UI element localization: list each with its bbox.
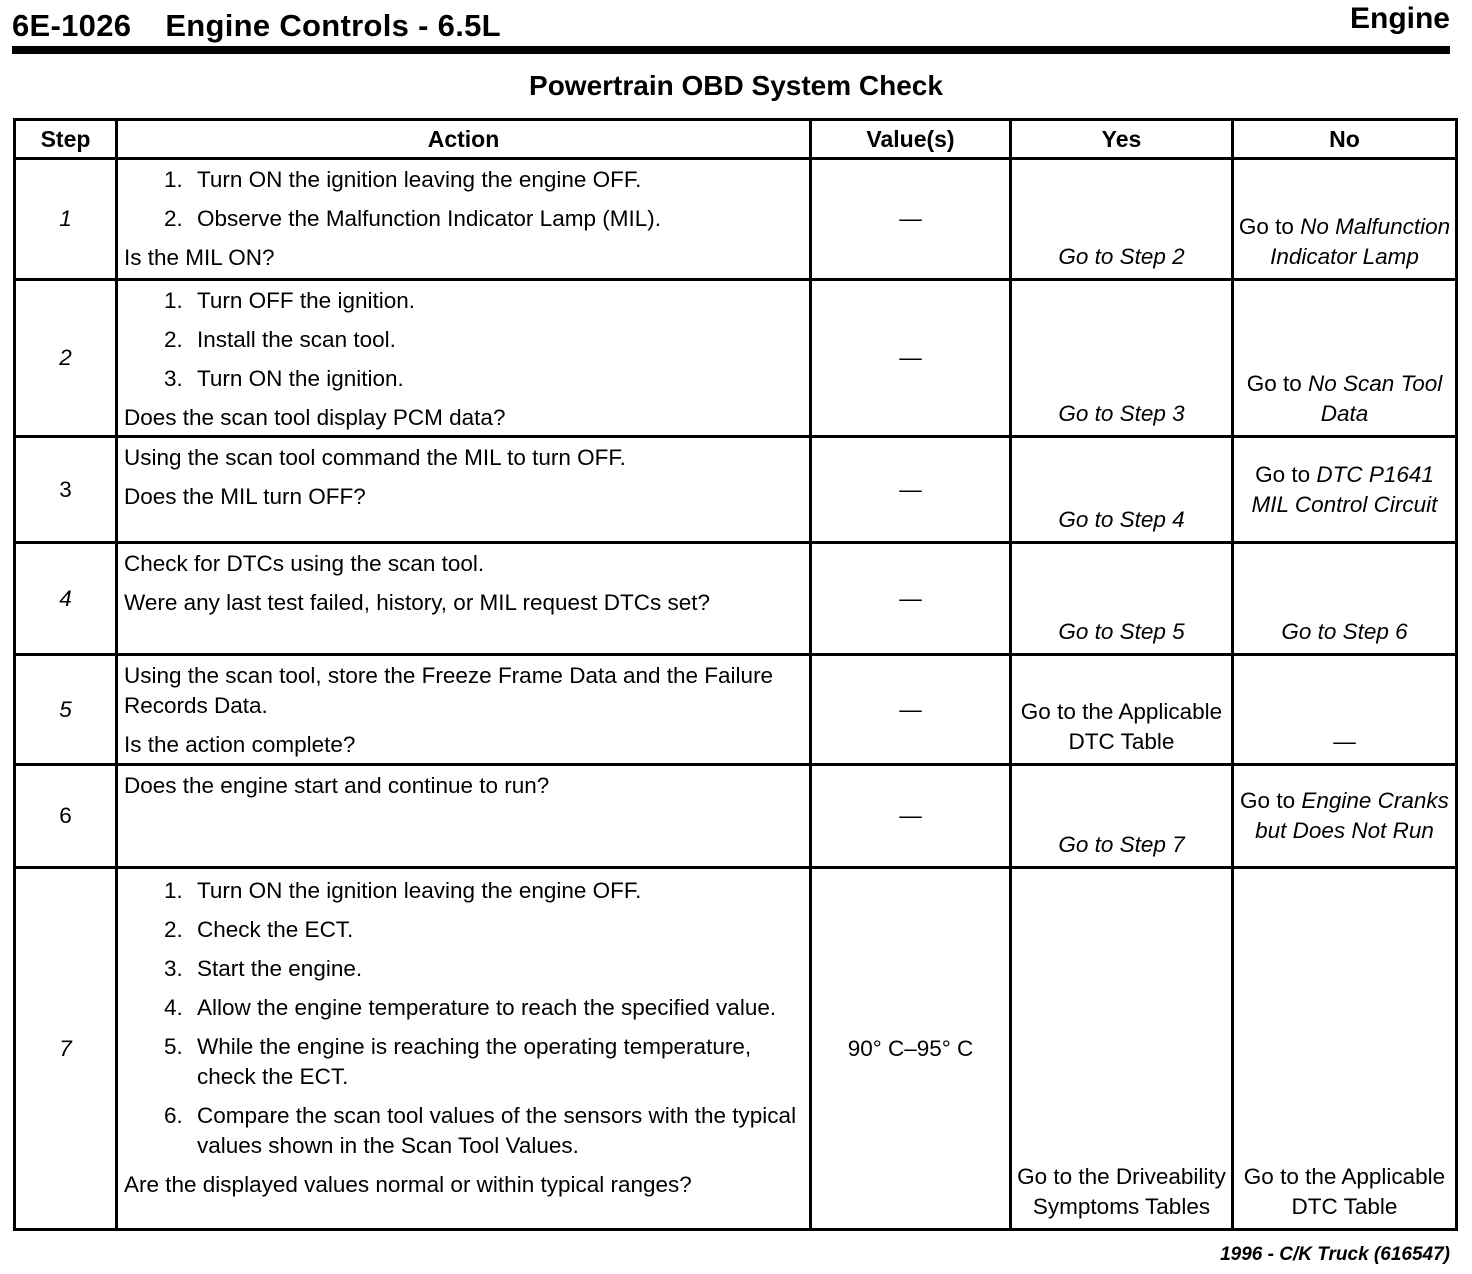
action-cell [117, 437, 811, 543]
no-reference: No Scan Tool Data [1308, 371, 1443, 426]
action-question: Does the scan tool display PCM data? [124, 405, 506, 430]
action-cell [117, 868, 811, 1230]
no-cell [1233, 765, 1457, 868]
table-row [15, 280, 1457, 437]
table-row [15, 543, 1457, 655]
action-item: 6. Compare the scan tool values of the sensors with the typical values shown in the Scan Tool Values. [189, 1101, 803, 1161]
table-row [15, 437, 1457, 543]
table-row [15, 868, 1457, 1230]
value-cell: — [811, 159, 1011, 280]
no-reference: DTC P1641 MIL Control Circuit [1251, 461, 1438, 517]
yes-cell: Go to the Applicable DTC Table [1011, 655, 1233, 765]
yes-cell: Go to Step 2 [1011, 159, 1233, 280]
action-question: Are the displayed values normal or within typical ranges? [124, 1172, 692, 1197]
value-cell: — [811, 280, 1011, 437]
action-cell [117, 280, 811, 437]
yes-cell: Go to Step 5 [1011, 543, 1233, 655]
no-cell: Go to Step 6 [1233, 543, 1457, 655]
action-cell [117, 543, 811, 655]
no-prefix: Go to [1240, 788, 1296, 813]
action-cell [117, 765, 811, 868]
action-item: 5. While the engine is reaching the operating temperature, check the ECT. [189, 1032, 803, 1092]
action-item: 3. Turn ON the ignition. [189, 364, 803, 394]
table-header-row [15, 120, 1457, 159]
action-cell [117, 159, 811, 280]
action-item: 2. Check the ECT. [189, 915, 803, 945]
yes-cell: Go to the Driveability Symptoms Tables [1011, 868, 1233, 1230]
page-title: Powertrain OBD System Check [529, 70, 943, 101]
action-list [124, 286, 803, 394]
column-header-step: Step [15, 120, 117, 159]
page-header [12, 8, 501, 44]
action-list [124, 876, 803, 1161]
column-header-action: Action [117, 120, 811, 159]
section-title: Engine Controls - 6.5L [165, 8, 501, 43]
no-cell [1233, 437, 1457, 543]
column-header-yes: Yes [1011, 120, 1233, 159]
yes-cell: Go to Step 7 [1011, 765, 1233, 868]
section-number: 6E-1026 [12, 8, 132, 43]
action-text: Using the scan tool command the MIL to turn OFF. [124, 445, 626, 470]
diagnostic-table [13, 118, 1458, 1231]
action-question: Does the MIL turn OFF? [124, 484, 366, 509]
action-question: Does the engine start and continue to run? [124, 773, 550, 798]
no-cell: Go to the Applicable DTC Table [1233, 868, 1457, 1230]
action-question: Were any last test failed, history, or MIL request DTCs set? [124, 590, 711, 615]
yes-cell: Go to Step 3 [1011, 280, 1233, 437]
action-item: 1. Turn ON the ignition leaving the engine OFF. [189, 165, 803, 195]
table-row [15, 765, 1457, 868]
no-cell [1233, 280, 1457, 437]
column-header-values: Value(s) [811, 120, 1011, 159]
action-text: Check for DTCs using the scan tool. [124, 551, 485, 576]
step-number: 7 [15, 868, 117, 1230]
no-prefix: Go to [1255, 461, 1311, 487]
action-item: 1. Turn OFF the ignition. [189, 286, 803, 316]
step-number: 5 [15, 655, 117, 765]
page-footer: 1996 - C/K Truck (616547) [1220, 1244, 1450, 1265]
category-label: Engine [1349, 2, 1450, 35]
value-cell: — [811, 655, 1011, 765]
no-reference: No Malfunction Indicator Lamp [1270, 214, 1451, 269]
action-question: Is the MIL ON? [124, 245, 275, 270]
no-prefix: Go to [1246, 371, 1302, 396]
action-list [124, 165, 803, 234]
step-number: 6 [15, 765, 117, 868]
action-item: 1. Turn ON the ignition leaving the engine OFF. [189, 876, 803, 906]
value-cell: — [811, 765, 1011, 868]
value-cell: — [811, 437, 1011, 543]
step-number: 1 [15, 159, 117, 280]
action-cell [117, 655, 811, 765]
no-prefix: Go to [1238, 214, 1294, 239]
action-text: Using the scan tool, store the Freeze Frame Data and the Failure Records Data. [124, 663, 774, 718]
value-cell: 90° C–95° C [811, 868, 1011, 1230]
step-number: 4 [15, 543, 117, 655]
step-number: 2 [15, 280, 117, 437]
yes-cell: Go to Step 4 [1011, 437, 1233, 543]
action-item: 3. Start the engine. [189, 954, 803, 984]
value-cell: — [811, 543, 1011, 655]
action-item: 2. Observe the Malfunction Indicator Lamp (MIL). [189, 204, 803, 234]
action-item: 4. Allow the engine temperature to reach the specified value. [189, 993, 803, 1023]
no-cell [1233, 159, 1457, 280]
table-row [15, 655, 1457, 765]
header-rule [12, 46, 1450, 54]
no-reference: Engine Cranks but Does Not Run [1255, 788, 1449, 843]
action-item: 2. Install the scan tool. [189, 325, 803, 355]
step-number: 3 [15, 437, 117, 543]
column-header-no: No [1233, 120, 1457, 159]
table-row [15, 159, 1457, 280]
no-cell: — [1233, 655, 1457, 765]
action-question: Is the action complete? [124, 732, 356, 757]
